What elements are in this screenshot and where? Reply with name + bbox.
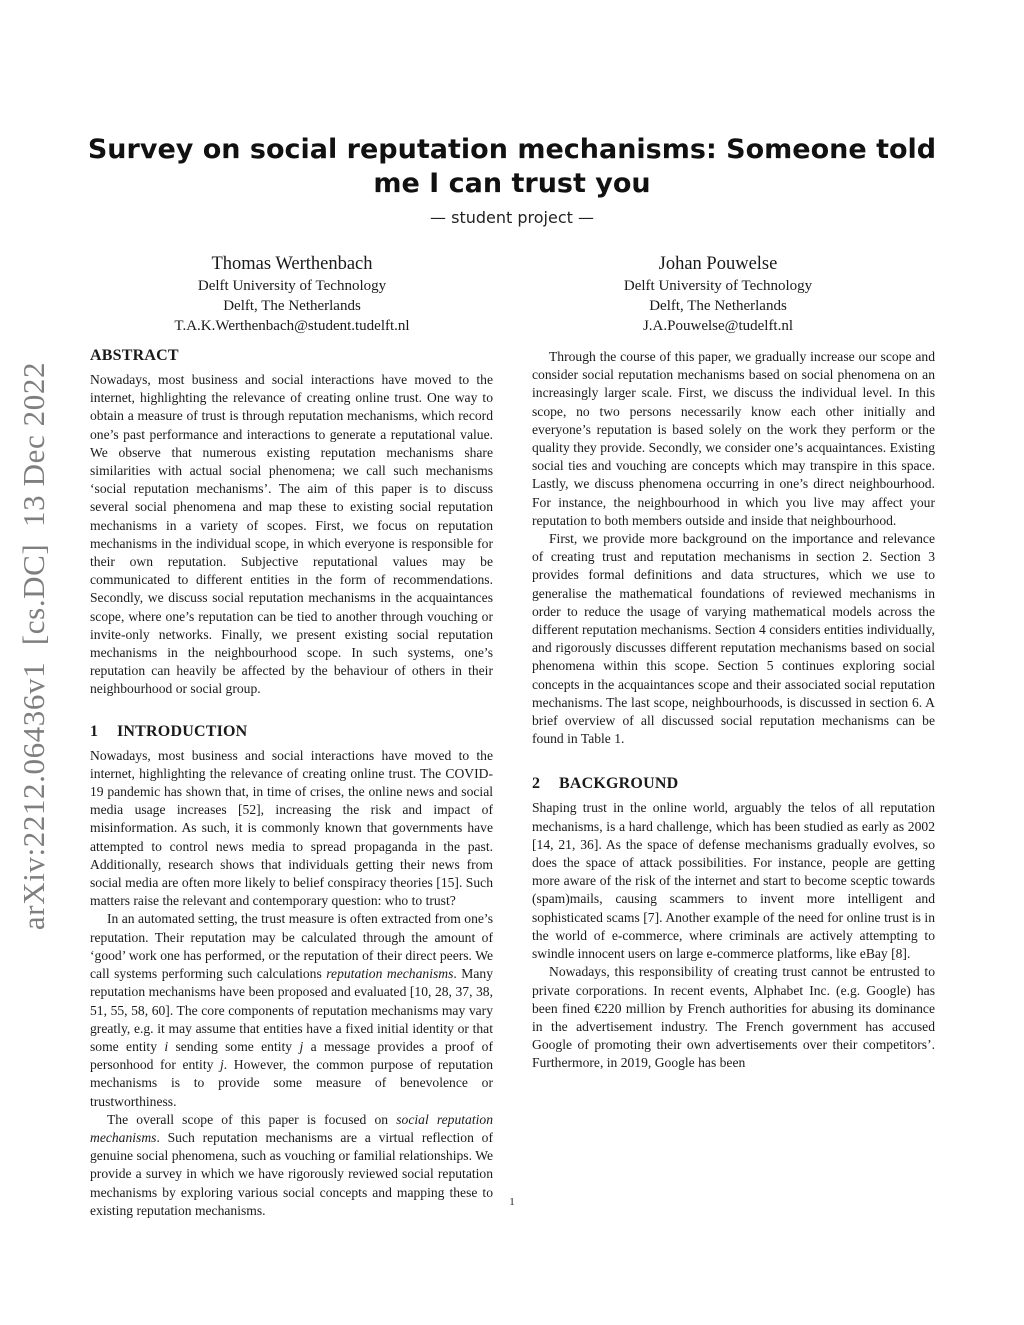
paper-subtitle: — student project —: [430, 208, 594, 227]
background-paragraph-2: Nowadays, this responsibility of creating trust cannot be entrusted to private corporations. In recent events, Alphabet Inc. (e.g. Google) has been fined €220 million by French authorities for abusing its dominance in the advertisement industry. The French government has accused Google of promoting their own advertisements over their competitors’. Furthermore, in 2019, Google has been: [532, 964, 935, 1071]
left-column: [90, 345, 493, 1220]
arxiv-stamp-text: arXiv:2212.06436v1 [cs.DC] 13 Dec 2022: [16, 361, 51, 931]
page-number: 1: [509, 1196, 515, 1208]
author-block-1: [112, 252, 472, 336]
intro-paragraph-2: In an automated setting, the trust measure is often extracted from one’s reputation. Their reputation may be calculated through the amount of ‘good’ work one has performed, or the reputation of their direct peers. We call systems performing such calculations reputation mechanisms. Many reputation mechanisms have been proposed and evaluated [10, 28, 37, 38, 51, 55, 58, 60]. The core components of reputation mechanisms may vary greatly, e.g. it may assume that entities have a fixed initial identity or that some entity i sending some entity j a message provides a proof of personhood for entity j. However, the common purpose of reputation mechanisms is to provide some measure of benevolence or trustworthiness.: [90, 911, 494, 1109]
intro-paragraph-1: Nowadays, most business and social interactions have moved to the internet, highlighting the relevance of creating online trust. The COVID-19 pandemic has shown that, in time of crises, the online news and social media usage increases [52], increasing the risk and impact of misinformation. As such, it is commonly known that governments have attempted to control news media to spread propaganda in the past. Additionally, research shows that individuals getting their news from social media are often more likely to belief conspiracy theories [15]. Such matters raise the relevant and contemporary question: who to trust?: [90, 747, 493, 909]
author-affiliation: Delft University of Technology: [623, 278, 813, 294]
author-location: Delft, The Netherlands: [223, 298, 361, 314]
author-name: Thomas Werthenbach: [211, 254, 373, 274]
author-name: Johan Pouwelse: [658, 254, 778, 274]
intro-paragraph-3: The overall scope of this paper is focused on social reputation mechanisms. Such reputation mechanisms are a virtual reflection of genuine social phenomena, such as vouching or familial relationships. We provide a survey in which we have rigorously reviewed social reputation mechanisms by exploring various social concepts and mapping these to existing reputation mechanisms.: [90, 1111, 494, 1218]
intro-paragraph-5: First, we provide more background on the importance and relevance of creating trust and reputation mechanisms in section 2. Section 3 provides formal definitions and data structures, which we use to generalise the mathematical foundations of reviewed mechanisms in order to reduce the usage of varying mathematical models across the different reputation mechanisms. Section 4 considers entities individually, and rigorously discusses different reputation mechanisms based on social phenomena within this scope. Section 5 continues exploring social concepts in the acquaintances scope and their associated social reputation mechanisms. The last scope, neighbourhoods, is discussed in section 6. A brief overview of all discussed social reputation mechanisms can be found in Table 1.: [532, 531, 935, 747]
background-paragraph-1: Shaping trust in the online world, arguably the telos of all reputation mechanisms, is a hard challenge, which has been studied as early as 2002 [14, 21, 36]. As the space of defense mechanisms gradually evolves, so does the space of attack possibilities. For instance, people are getting more aware of the risk of the internet and start to become sceptic towards (spam)mails, causing scammers to invent more intelligent and sophisticated scams [7]. Another example of the need for online trust is in the world of e-commerce, where criminals are actively attempting to swindle innocent users on large e-commerce platforms, like eBay [8].: [532, 800, 935, 962]
intro-paragraph-4: Through the course of this paper, we gradually increase our scope and consider social reputation mechanisms based on social phenomena on an increasingly larger scale. First, we discuss the individual level. In this scope, no two persons necessarily know each other initially and everyone’s reputation is based solely on the work they perform or the quality they provide. Secondly, we consider one’s acquaintances. Existing social ties and vouching are concepts which may transpire in this space. Lastly, we discuss phenomena occurring in one’s direct neighbourhood. For instance, the neighbourhood in which you live may affect your reputation to both members outside and inside that neighbourhood.: [532, 349, 935, 528]
author-location: Delft, The Netherlands: [649, 298, 787, 314]
abstract-heading: ABSTRACT: [90, 347, 179, 364]
right-column: [532, 348, 935, 1073]
section-number: 1: [90, 722, 99, 740]
section-title: INTRODUCTION: [117, 722, 248, 740]
author-block-2: [538, 252, 898, 336]
arxiv-stamp: [16, 346, 52, 946]
section-number: 2: [532, 775, 541, 793]
abstract-text: Nowadays, most business and social interactions have moved to the internet, highlighting the relevance of creating online trust. One way to obtain a measure of trust is through reputation mechanisms, which record one’s past performance and interactions to generate a reputational value. We observe that numerous existing reputation mechanisms share similarities with actual social phenomena; we call such mechanisms ‘social reputation mechanisms’. The aim of this paper is to discuss several social phenomena and map these to existing social reputation mechanisms in a variety of scopes. First, we focus on reputation mechanisms in the individual scope, in which everyone is responsible for their own reputation. Subjective reputational values may be communicated to different entities in the form of recommendations. Secondly, we discuss social reputation mechanisms in the acquaintances scope, where one’s reputation can be tied to another through vouching or invite-only networks. Finally, we present existing social reputation mechanisms in the neighbourhood scope. In such systems, one’s reputation can heavily be affected by the behaviour of others in their neighbourhood or social group.: [90, 372, 493, 697]
author-email: T.A.K.Werthenbach@student.tudelft.nl: [174, 318, 410, 334]
section-title: BACKGROUND: [559, 775, 679, 793]
section-heading-introduction: [90, 721, 493, 743]
section-heading-background: [532, 773, 935, 795]
author-affiliation: Delft University of Technology: [197, 278, 387, 294]
paper-title: Survey on social reputation mechanisms: Someone told me I can trust you: [87, 134, 937, 199]
author-email: J.A.Pouwelse@tudelft.nl: [642, 318, 794, 334]
